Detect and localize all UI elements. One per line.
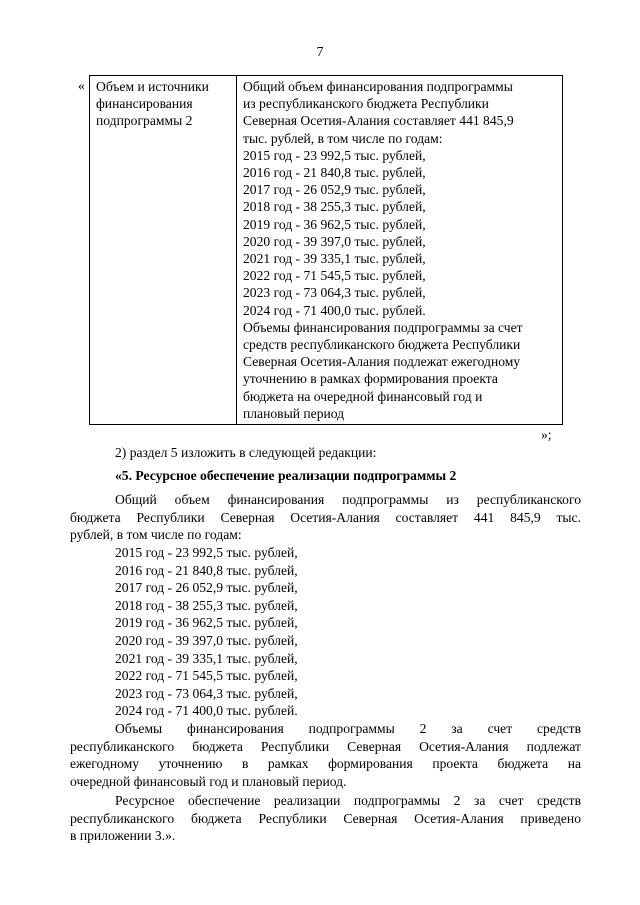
year-funding-item: 2020 год - 39 397,0 тыс. рублей, bbox=[115, 632, 298, 648]
table-row bbox=[90, 76, 563, 425]
paragraph-line: в приложении 3.». bbox=[70, 828, 176, 844]
right-cell-line: 2021 год - 39 335,1 тыс. рублей, bbox=[243, 251, 426, 267]
year-funding-item: 2017 год - 26 052,9 тыс. рублей, bbox=[115, 580, 298, 596]
right-cell-line: из республиканского бюджета Республики bbox=[243, 96, 489, 112]
left-cell-line: финансирования bbox=[96, 96, 193, 112]
right-cell-line: Северная Осетия-Алания подлежат ежегодному bbox=[243, 354, 521, 370]
right-cell-line: 2022 год - 71 545,5 тыс. рублей, bbox=[243, 268, 426, 284]
year-funding-item: 2022 год - 71 545,5 тыс. рублей, bbox=[115, 668, 298, 684]
paragraph-line: Общий объем финансирования подпрограммы из республиканского bbox=[115, 492, 581, 507]
paragraph-annual-adjustment bbox=[70, 720, 581, 790]
section-heading: «5. Ресурсное обеспечение реализации подпрограммы 2 bbox=[115, 468, 457, 483]
table-close-quote: »; bbox=[541, 427, 552, 442]
table-open-quote: « bbox=[78, 78, 85, 93]
year-funding-item: 2015 год - 23 992,5 тыс. рублей, bbox=[115, 545, 298, 560]
paragraph-line: очередной финансовый год и плановый период. bbox=[70, 773, 347, 789]
page-number: 7 bbox=[316, 44, 324, 59]
right-cell-line: 2019 год - 36 962,5 тыс. рублей, bbox=[243, 216, 426, 232]
paragraph-line: рублей, в том числе по годам: bbox=[70, 527, 242, 543]
right-cell-line: Объемы финансирования подпрограммы за счет bbox=[243, 319, 523, 335]
paragraph-line: бюджета Республики Северная Осетия-Алания составляет 441 845,9 тыс. bbox=[70, 509, 581, 525]
right-cell-line: тыс. рублей, в том числе по годам: bbox=[243, 130, 443, 146]
paragraph-line: Ресурсное обеспечение реализации подпрограммы 2 за счет средств bbox=[115, 793, 581, 808]
paragraph-resource-provision bbox=[70, 792, 581, 845]
paragraph-line: ежегодному уточнению в рамках формирования проекта бюджета на bbox=[70, 756, 581, 772]
year-funding-item: 2023 год - 73 064,3 тыс. рублей, bbox=[115, 685, 298, 701]
right-cell-line: плановый период bbox=[243, 405, 345, 421]
right-cell-line: Общий объем финансирования подпрограммы bbox=[243, 79, 513, 94]
right-cell-line: 2017 год - 26 052,9 тыс. рублей, bbox=[243, 182, 426, 198]
right-cell-line: 2016 год - 21 840,8 тыс. рублей, bbox=[243, 165, 426, 181]
paragraph-line: республиканского бюджета Республики Северная Осетия-Алания подлежат bbox=[70, 738, 581, 754]
right-cell-line: уточнению в рамках формирования проекта bbox=[243, 371, 498, 387]
left-cell-line: подпрограммы 2 bbox=[96, 113, 193, 129]
year-funding-item: 2018 год - 38 255,3 тыс. рублей, bbox=[115, 597, 298, 613]
paragraph-line: Объемы финансирования подпрограммы 2 за счет средств bbox=[115, 721, 581, 736]
table-left-cell bbox=[90, 76, 237, 425]
year-funding-list bbox=[115, 544, 298, 720]
right-cell-line: 2024 год - 71 400,0 тыс. рублей. bbox=[243, 302, 426, 318]
year-funding-item: 2024 год - 71 400,0 тыс. рублей. bbox=[115, 703, 298, 719]
year-funding-item: 2019 год - 36 962,5 тыс. рублей, bbox=[115, 615, 298, 631]
year-funding-item: 2016 год - 21 840,8 тыс. рублей, bbox=[115, 562, 298, 578]
left-cell-line: Объем и источники bbox=[96, 79, 209, 94]
right-cell-line: Северная Осетия-Алания составляет 441 845,9 bbox=[243, 113, 514, 129]
right-cell-line: 2023 год - 73 064,3 тыс. рублей, bbox=[243, 285, 426, 301]
paragraph-line: республиканского бюджета Республики Северная Осетия-Алания приведено bbox=[70, 810, 581, 826]
right-cell-line: 2018 год - 38 255,3 тыс. рублей, bbox=[243, 199, 426, 215]
year-funding-item: 2021 год - 39 335,1 тыс. рублей, bbox=[115, 650, 298, 666]
right-cell-line: средств республиканского бюджета Республики bbox=[243, 337, 521, 353]
table-right-cell bbox=[237, 76, 563, 425]
item-2-text: 2) раздел 5 изложить в следующей редакции: bbox=[115, 445, 377, 460]
right-cell-line: 2020 год - 39 397,0 тыс. рублей, bbox=[243, 233, 426, 249]
right-cell-line: 2015 год - 23 992,5 тыс. рублей, bbox=[243, 147, 426, 163]
right-cell-line: бюджета на очередной финансовый год и bbox=[243, 388, 483, 404]
financing-table bbox=[89, 75, 563, 425]
paragraph-total-financing bbox=[70, 491, 581, 544]
